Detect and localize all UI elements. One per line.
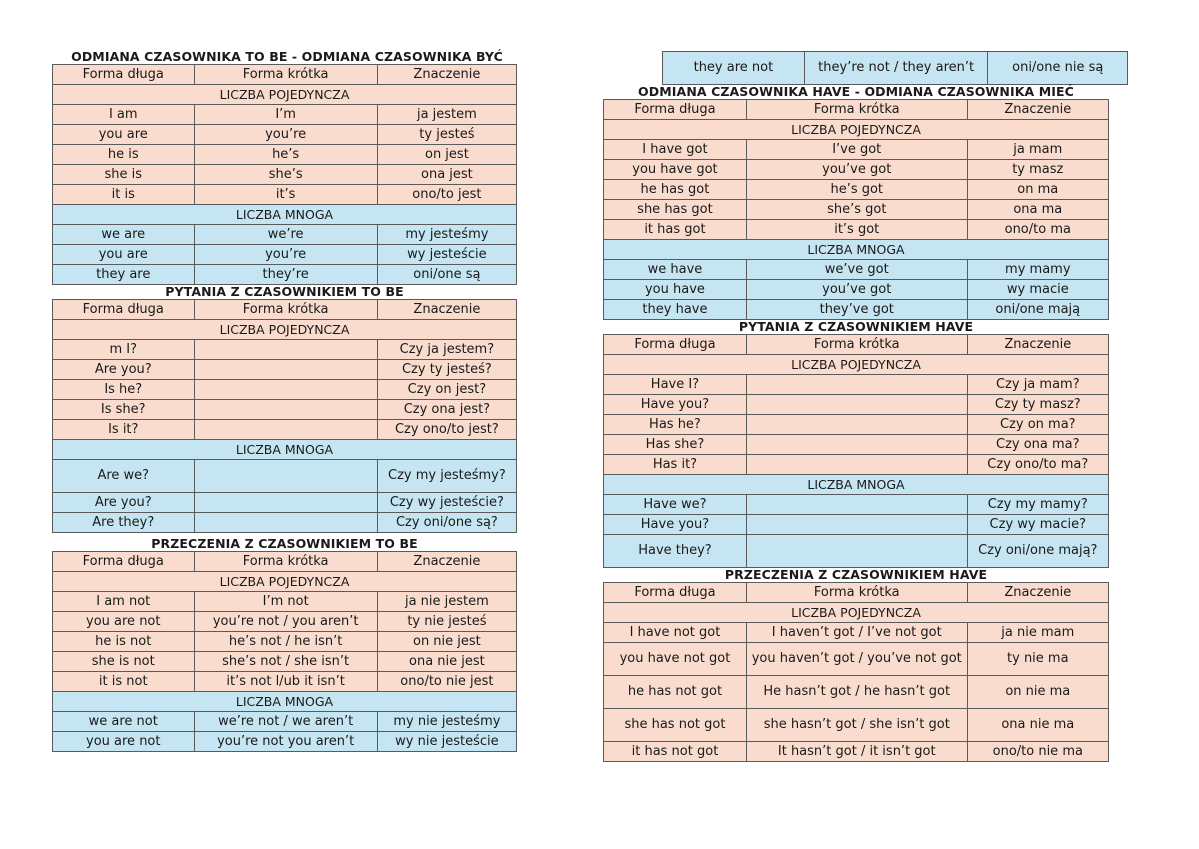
group-label: LICZBA POJEDYNCZA [604, 120, 1109, 140]
table-row [53, 732, 517, 752]
conjugation-table [603, 99, 1109, 320]
column-header: Znaczenie [967, 335, 1108, 355]
section-title: ODMIANA CZASOWNIKA HAVE - ODMIANA CZASOWNIKA MIEĆ [638, 84, 1074, 99]
table-cell: oni/one nie są [988, 52, 1128, 85]
column-header: Forma długa [53, 552, 195, 572]
table-cell [746, 395, 967, 415]
table-cell: you’re [194, 125, 377, 145]
group-label-row [604, 603, 1109, 623]
table-cell: we’ve got [746, 260, 967, 280]
table-row [604, 535, 1109, 568]
column-header: Znaczenie [377, 65, 516, 85]
group-label: LICZBA MNOGA [604, 475, 1109, 495]
table-cell: ono/to nie jest [377, 672, 516, 692]
table-row [53, 340, 517, 360]
group-label: LICZBA POJEDYNCZA [604, 355, 1109, 375]
table-cell: it has got [604, 220, 747, 240]
table-cell: they have [604, 300, 747, 320]
table-cell: Czy oni/one mają? [967, 535, 1108, 568]
group-label: LICZBA MNOGA [53, 692, 517, 712]
table-cell: she has got [604, 200, 747, 220]
table-cell: my nie jesteśmy [377, 712, 516, 732]
table-row [53, 493, 517, 513]
group-label-row [604, 475, 1109, 495]
table-cell: on ma [967, 180, 1108, 200]
table-cell: Have we? [604, 495, 747, 515]
table-row [53, 360, 517, 380]
table-cell: it has not got [604, 742, 747, 762]
table-cell: they’re not / they aren’t [804, 52, 988, 85]
table-row [604, 643, 1109, 676]
conjugation-table [603, 334, 1109, 568]
table-cell: she is [53, 165, 195, 185]
table-cell: you haven’t got / you’ve not got [746, 643, 967, 676]
table-cell: Is she? [53, 400, 195, 420]
table-row [53, 165, 517, 185]
table-cell: you’re not you aren’t [194, 732, 377, 752]
table-cell: Have they? [604, 535, 747, 568]
column-header: Forma długa [604, 335, 747, 355]
table-cell: Czy ono/to ma? [967, 455, 1108, 475]
table-row [53, 145, 517, 165]
left-column [52, 50, 517, 752]
group-label-row [53, 572, 517, 592]
table-row [53, 185, 517, 205]
table-header-row [53, 552, 517, 572]
table-cell [194, 420, 377, 440]
table-cell: I’m not [194, 592, 377, 612]
group-label-row [53, 320, 517, 340]
table-row [53, 460, 517, 493]
table-row [53, 420, 517, 440]
column-header: Forma krótka [194, 65, 377, 85]
table-cell [746, 375, 967, 395]
column-header: Forma krótka [746, 100, 967, 120]
column-header: Forma długa [53, 300, 195, 320]
table-row [604, 742, 1109, 762]
table-cell: Czy on ma? [967, 415, 1108, 435]
table-cell: wy macie [967, 280, 1108, 300]
table-cell: Czy ja mam? [967, 375, 1108, 395]
table-cell: ty masz [967, 160, 1108, 180]
table-cell: Czy ty jesteś? [377, 360, 516, 380]
table-cell: they are [53, 265, 195, 285]
table-row [604, 515, 1109, 535]
section-title: PYTANIA Z CZASOWNIKIEM HAVE [738, 319, 974, 334]
table-cell: wy jesteście [377, 245, 516, 265]
table-cell: you have not got [604, 643, 747, 676]
table-cell: it’s not l/ub it isn’t [194, 672, 377, 692]
group-label: LICZBA MNOGA [53, 440, 517, 460]
table-cell: Czy ty masz? [967, 395, 1108, 415]
table-cell: ty nie jesteś [377, 612, 516, 632]
table-cell: he is not [53, 632, 195, 652]
column-header: Znaczenie [967, 100, 1108, 120]
table-cell: she has not got [604, 709, 747, 742]
table-cell: Have I? [604, 375, 747, 395]
table-cell: ja mam [967, 140, 1108, 160]
table-row [604, 435, 1109, 455]
table-cell: Has it? [604, 455, 747, 475]
table-cell [194, 513, 377, 533]
table-cell: we have [604, 260, 747, 280]
table-cell: you have [604, 280, 747, 300]
table-cell: Are we? [53, 460, 195, 493]
table-row [604, 200, 1109, 220]
column-header: Forma krótka [746, 335, 967, 355]
table-cell: ty jesteś [377, 125, 516, 145]
table-cell: I haven’t got / I’ve not got [746, 623, 967, 643]
table-cell [194, 493, 377, 513]
table-row [604, 160, 1109, 180]
table-cell: I’ve got [746, 140, 967, 160]
table-row [53, 105, 517, 125]
table-cell: she’s not / she isn’t [194, 652, 377, 672]
table-cell: he has got [604, 180, 747, 200]
column-header: Znaczenie [967, 583, 1108, 603]
table-cell: Czy ona jest? [377, 400, 516, 420]
table-cell: you have got [604, 160, 747, 180]
table-header-row [604, 100, 1109, 120]
table-cell [194, 460, 377, 493]
table-cell: she’s [194, 165, 377, 185]
table-cell: ja nie mam [967, 623, 1108, 643]
table-cell: we’re not / we aren’t [194, 712, 377, 732]
column-header: Forma długa [53, 65, 195, 85]
group-label-row [53, 440, 517, 460]
table-cell [746, 515, 967, 535]
table-cell: you are [53, 125, 195, 145]
table-cell: I’m [194, 105, 377, 125]
table-row [53, 225, 517, 245]
table-cell: Czy oni/one są? [377, 513, 516, 533]
table-row [604, 395, 1109, 415]
table-cell: Czy on jest? [377, 380, 516, 400]
table-cell [194, 340, 377, 360]
table-cell [746, 415, 967, 435]
table-cell: ona ma [967, 200, 1108, 220]
right-column [603, 51, 1109, 762]
table-row [604, 300, 1109, 320]
table-cell: we are [53, 225, 195, 245]
table-row [53, 612, 517, 632]
group-label: LICZBA POJEDYNCZA [53, 572, 517, 592]
table-cell: on nie ma [967, 676, 1108, 709]
table-cell: Have you? [604, 515, 747, 535]
table-cell: Is it? [53, 420, 195, 440]
table-cell: he’s not / he isn’t [194, 632, 377, 652]
table-cell: it’s [194, 185, 377, 205]
table-row [604, 375, 1109, 395]
table-header-row [604, 583, 1109, 603]
table-cell: they are not [663, 52, 805, 85]
table-cell: you are not [53, 732, 195, 752]
table-row [604, 415, 1109, 435]
table-cell: my mamy [967, 260, 1108, 280]
table-cell: Czy ja jestem? [377, 340, 516, 360]
table-cell [194, 360, 377, 380]
column-header: Znaczenie [377, 552, 516, 572]
table-cell: you are [53, 245, 195, 265]
continuation-table [662, 51, 1128, 85]
table-cell: Are you? [53, 493, 195, 513]
table-row [604, 455, 1109, 475]
table-cell: it is [53, 185, 195, 205]
table-cell: we are not [53, 712, 195, 732]
table-row [53, 672, 517, 692]
group-label-row [53, 85, 517, 105]
table-cell: on jest [377, 145, 516, 165]
table-cell: ja nie jestem [377, 592, 516, 612]
table-row [53, 400, 517, 420]
table-cell: ona nie ma [967, 709, 1108, 742]
table-cell: ona nie jest [377, 652, 516, 672]
table-cell: you’re [194, 245, 377, 265]
conjugation-table [52, 551, 517, 752]
table-cell: Czy ona ma? [967, 435, 1108, 455]
table-cell: ona jest [377, 165, 516, 185]
table-row [663, 52, 1128, 85]
table-cell: you are not [53, 612, 195, 632]
group-label: LICZBA MNOGA [604, 240, 1109, 260]
table-cell: she hasn’t got / she isn’t got [746, 709, 967, 742]
group-label-row [604, 240, 1109, 260]
table-cell: Have you? [604, 395, 747, 415]
table-header-row [604, 335, 1109, 355]
table-row [604, 280, 1109, 300]
conjugation-table [52, 299, 517, 533]
table-cell: he’s [194, 145, 377, 165]
table-cell: m I? [53, 340, 195, 360]
section-title: PYTANIA Z CZASOWNIKIEM TO BE [165, 284, 404, 299]
table-cell: Are they? [53, 513, 195, 533]
table-cell: Czy my mamy? [967, 495, 1108, 515]
table-row [604, 260, 1109, 280]
table-cell: they’re [194, 265, 377, 285]
table-cell: Is he? [53, 380, 195, 400]
table-header-row [53, 65, 517, 85]
table-row [604, 623, 1109, 643]
table-cell: he is [53, 145, 195, 165]
table-row [53, 380, 517, 400]
column-header: Forma krótka [746, 583, 967, 603]
column-header: Forma krótka [194, 300, 377, 320]
table-row [53, 245, 517, 265]
table-cell: it’s got [746, 220, 967, 240]
group-label: LICZBA POJEDYNCZA [53, 85, 517, 105]
table-cell: on nie jest [377, 632, 516, 652]
table-cell: we’re [194, 225, 377, 245]
group-label-row [604, 120, 1109, 140]
table-cell: it is not [53, 672, 195, 692]
table-cell: Czy wy macie? [967, 515, 1108, 535]
column-header: Forma krótka [194, 552, 377, 572]
table-cell: Are you? [53, 360, 195, 380]
table-row [53, 125, 517, 145]
table-cell: oni/one mają [967, 300, 1108, 320]
table-cell: he’s got [746, 180, 967, 200]
table-cell: they’ve got [746, 300, 967, 320]
table-cell: It hasn’t got / it isn’t got [746, 742, 967, 762]
table-cell [746, 535, 967, 568]
table-cell: Czy ono/to jest? [377, 420, 516, 440]
table-cell: ono/to nie ma [967, 742, 1108, 762]
table-cell: oni/one są [377, 265, 516, 285]
section-title: PRZECZENIA Z CZASOWNIKIEM TO BE [151, 536, 418, 551]
group-label-row [53, 205, 517, 225]
table-cell [194, 400, 377, 420]
table-row [53, 652, 517, 672]
group-label: LICZBA MNOGA [53, 205, 517, 225]
table-cell: you’ve got [746, 280, 967, 300]
table-cell: He hasn’t got / he hasn’t got [746, 676, 967, 709]
table-row [604, 220, 1109, 240]
table-row [53, 632, 517, 652]
table-cell: he has not got [604, 676, 747, 709]
table-row [604, 180, 1109, 200]
column-header: Znaczenie [377, 300, 516, 320]
table-row [604, 140, 1109, 160]
table-row [53, 265, 517, 285]
table-cell: she’s got [746, 200, 967, 220]
table-row [53, 592, 517, 612]
table-cell: I have got [604, 140, 747, 160]
table-cell: ja jestem [377, 105, 516, 125]
table-cell: I have not got [604, 623, 747, 643]
table-cell [746, 435, 967, 455]
table-row [604, 495, 1109, 515]
table-row [604, 709, 1109, 742]
table-header-row [53, 300, 517, 320]
table-row [53, 712, 517, 732]
conjugation-table [603, 582, 1109, 762]
section-title: ODMIANA CZASOWNIKA TO BE - ODMIANA CZASOWNIKA BYĆ [71, 49, 503, 64]
table-cell: Czy my jesteśmy? [377, 460, 516, 493]
table-cell: Has he? [604, 415, 747, 435]
table-cell: ono/to jest [377, 185, 516, 205]
table-row [604, 676, 1109, 709]
group-label-row [53, 692, 517, 712]
section-title: PRZECZENIA Z CZASOWNIKIEM HAVE [724, 567, 988, 582]
table-cell: she is not [53, 652, 195, 672]
table-cell: ty nie ma [967, 643, 1108, 676]
table-cell: my jesteśmy [377, 225, 516, 245]
group-label: LICZBA POJEDYNCZA [53, 320, 517, 340]
table-cell: you’ve got [746, 160, 967, 180]
table-cell: wy nie jesteście [377, 732, 516, 752]
conjugation-table [52, 64, 517, 285]
table-cell: Has she? [604, 435, 747, 455]
column-header: Forma długa [604, 583, 747, 603]
table-cell [194, 380, 377, 400]
table-cell: I am [53, 105, 195, 125]
table-row [53, 513, 517, 533]
table-cell [746, 455, 967, 475]
table-cell: you’re not / you aren’t [194, 612, 377, 632]
group-label: LICZBA POJEDYNCZA [604, 603, 1109, 623]
table-cell: ono/to ma [967, 220, 1108, 240]
group-label-row [604, 355, 1109, 375]
table-cell: Czy wy jesteście? [377, 493, 516, 513]
table-cell [746, 495, 967, 515]
table-cell: I am not [53, 592, 195, 612]
column-header: Forma długa [604, 100, 747, 120]
